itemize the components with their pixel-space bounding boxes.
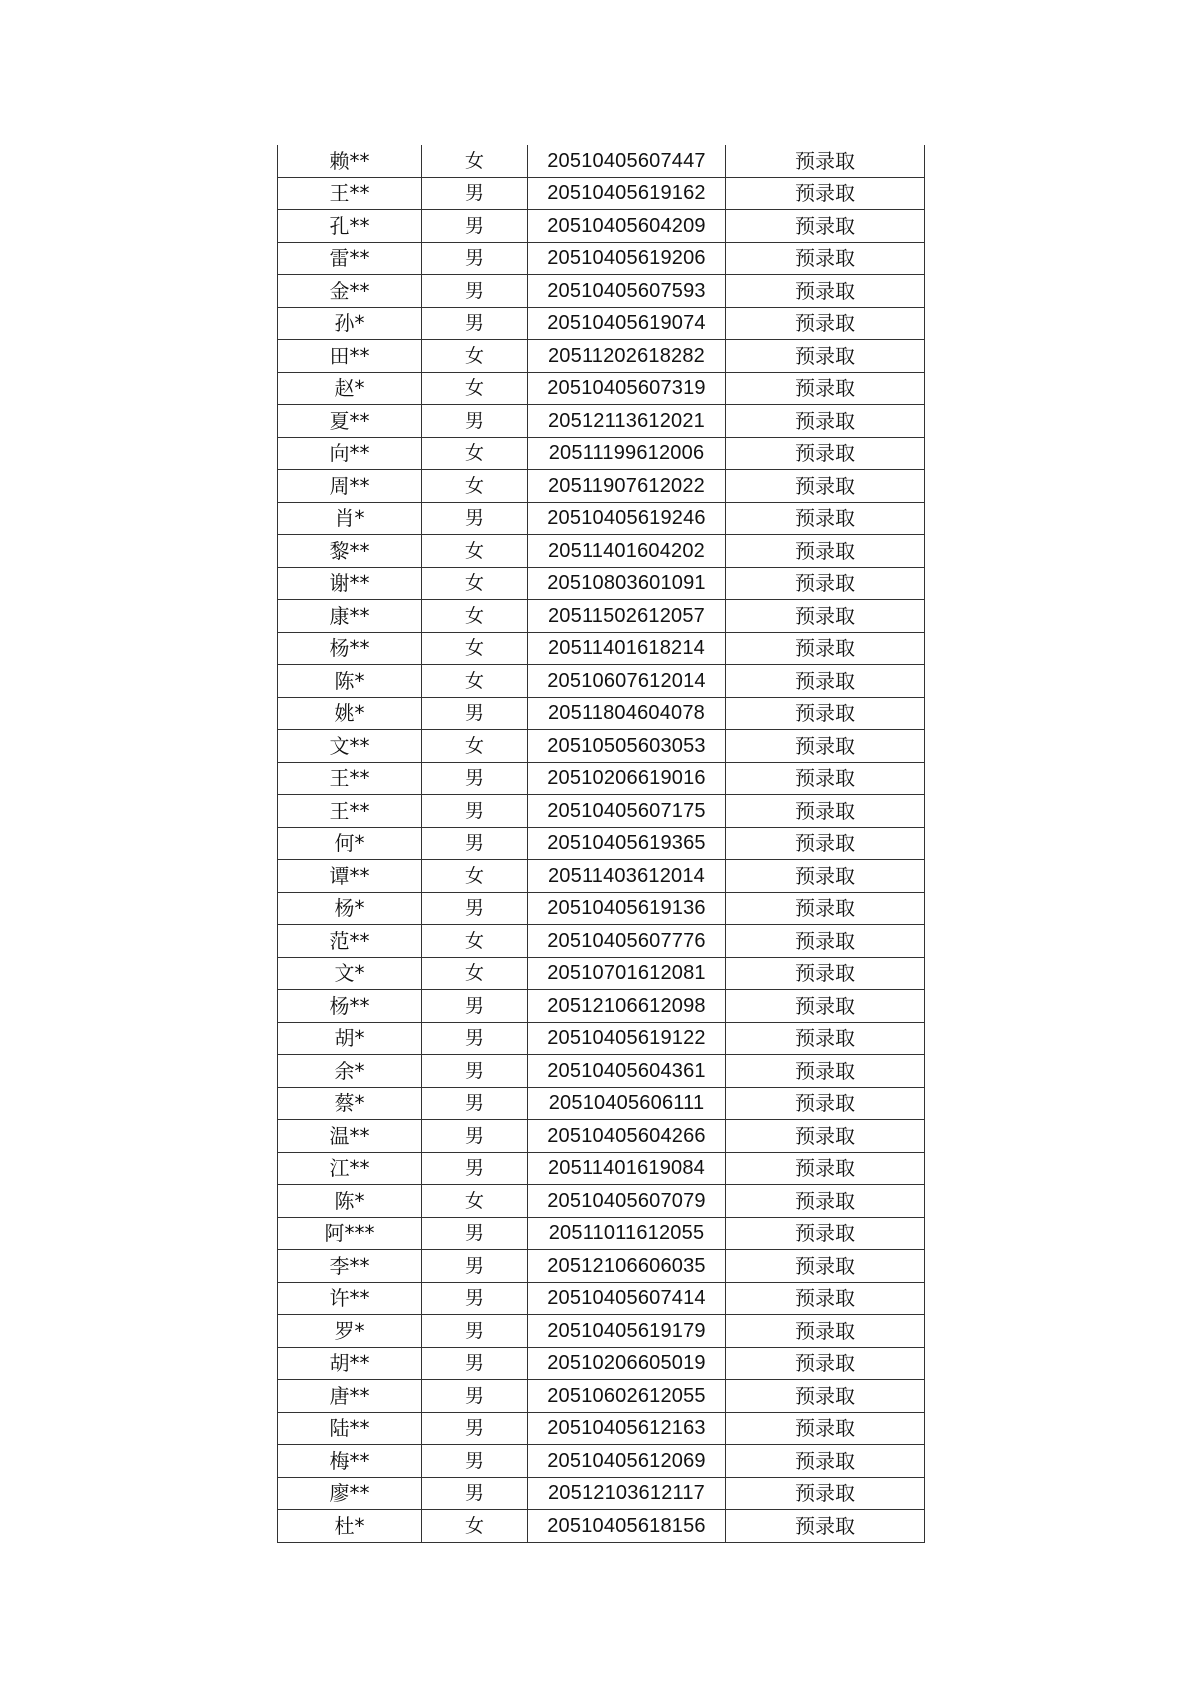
- student-name-cell: 王**: [278, 177, 422, 210]
- admission-list-table: [277, 145, 925, 1543]
- gender-cell: 男: [422, 177, 528, 210]
- admission-status-cell: 预录取: [726, 665, 925, 698]
- student-name-cell: 胡*: [278, 1022, 422, 1055]
- exam-number-cell: 20510405612163: [528, 1412, 726, 1445]
- admission-status-cell: 预录取: [726, 1087, 925, 1120]
- exam-number-cell: 20510405607414: [528, 1282, 726, 1315]
- admission-status-cell: 预录取: [726, 1510, 925, 1543]
- admission-status-cell: 预录取: [726, 892, 925, 925]
- admission-status-cell: 预录取: [726, 1347, 925, 1380]
- admission-status-cell: 预录取: [726, 307, 925, 340]
- gender-cell: 男: [422, 210, 528, 243]
- student-name-cell: 文*: [278, 957, 422, 990]
- table-row: [278, 632, 925, 665]
- student-name-cell: 范**: [278, 925, 422, 958]
- admission-status-cell: 预录取: [726, 210, 925, 243]
- gender-cell: 女: [422, 1185, 528, 1218]
- admission-status-cell: 预录取: [726, 1250, 925, 1283]
- table-row: [278, 372, 925, 405]
- exam-number-cell: 20510405606111: [528, 1087, 726, 1120]
- admission-status-cell: 预录取: [726, 1022, 925, 1055]
- student-name-cell: 夏**: [278, 405, 422, 438]
- admission-status-cell: 预录取: [726, 1445, 925, 1478]
- admission-status-cell: 预录取: [726, 957, 925, 990]
- student-name-cell: 赖**: [278, 145, 422, 177]
- admission-status-cell: 预录取: [726, 1185, 925, 1218]
- admission-status-cell: 预录取: [726, 1477, 925, 1510]
- gender-cell: 男: [422, 1087, 528, 1120]
- student-name-cell: 温**: [278, 1120, 422, 1153]
- student-name-cell: 余*: [278, 1055, 422, 1088]
- gender-cell: 女: [422, 340, 528, 373]
- table-row: [278, 210, 925, 243]
- admission-status-cell: 预录取: [726, 990, 925, 1023]
- gender-cell: 男: [422, 275, 528, 308]
- table-row: [278, 1185, 925, 1218]
- student-name-cell: 陆**: [278, 1412, 422, 1445]
- admission-status-cell: 预录取: [726, 340, 925, 373]
- gender-cell: 女: [422, 860, 528, 893]
- exam-number-cell: 20512113612021: [528, 405, 726, 438]
- exam-number-cell: 20510405607447: [528, 145, 726, 177]
- exam-number-cell: 20510206619016: [528, 762, 726, 795]
- exam-number-cell: 20510405607776: [528, 925, 726, 958]
- exam-number-cell: 20510405619179: [528, 1315, 726, 1348]
- exam-number-cell: 20510505603053: [528, 730, 726, 763]
- table-row: [278, 1055, 925, 1088]
- admission-status-cell: 预录取: [726, 502, 925, 535]
- student-name-cell: 田**: [278, 340, 422, 373]
- exam-number-cell: 20510405607319: [528, 372, 726, 405]
- table-row: [278, 600, 925, 633]
- table-row: [278, 1217, 925, 1250]
- admission-status-cell: 预录取: [726, 437, 925, 470]
- table-row: [278, 470, 925, 503]
- admission-status-cell: 预录取: [726, 1380, 925, 1413]
- gender-cell: 女: [422, 1510, 528, 1543]
- admission-status-cell: 预录取: [726, 730, 925, 763]
- student-name-cell: 谭**: [278, 860, 422, 893]
- student-name-cell: 姚*: [278, 697, 422, 730]
- table-row: [278, 340, 925, 373]
- table-row: [278, 437, 925, 470]
- admission-list-body: [278, 145, 925, 1542]
- gender-cell: 男: [422, 1380, 528, 1413]
- exam-number-cell: 20510803601091: [528, 567, 726, 600]
- student-name-cell: 赵*: [278, 372, 422, 405]
- student-name-cell: 金**: [278, 275, 422, 308]
- student-name-cell: 蔡*: [278, 1087, 422, 1120]
- student-name-cell: 文**: [278, 730, 422, 763]
- student-name-cell: 杨**: [278, 990, 422, 1023]
- table-row: [278, 1250, 925, 1283]
- table-row: [278, 762, 925, 795]
- exam-number-cell: 20510405612069: [528, 1445, 726, 1478]
- exam-number-cell: 20511011612055: [528, 1217, 726, 1250]
- admission-status-cell: 预录取: [726, 827, 925, 860]
- admission-status-cell: 预录取: [726, 1120, 925, 1153]
- table-row: [278, 730, 925, 763]
- exam-number-cell: 20510701612081: [528, 957, 726, 990]
- gender-cell: 男: [422, 990, 528, 1023]
- gender-cell: 男: [422, 1152, 528, 1185]
- exam-number-cell: 20511401619084: [528, 1152, 726, 1185]
- admission-status-cell: 预录取: [726, 177, 925, 210]
- table-row: [278, 860, 925, 893]
- table-row: [278, 1380, 925, 1413]
- gender-cell: 男: [422, 307, 528, 340]
- admission-status-cell: 预录取: [726, 632, 925, 665]
- student-name-cell: 康**: [278, 600, 422, 633]
- gender-cell: 女: [422, 925, 528, 958]
- exam-number-cell: 20511199612006: [528, 437, 726, 470]
- table-row: [278, 697, 925, 730]
- exam-number-cell: 20510405619136: [528, 892, 726, 925]
- exam-number-cell: 20511401618214: [528, 632, 726, 665]
- gender-cell: 女: [422, 470, 528, 503]
- exam-number-cell: 20511907612022: [528, 470, 726, 503]
- admission-status-cell: 预录取: [726, 697, 925, 730]
- table-row: [278, 145, 925, 177]
- table-row: [278, 307, 925, 340]
- exam-number-cell: 20510405607593: [528, 275, 726, 308]
- gender-cell: 男: [422, 1412, 528, 1445]
- table-row: [278, 405, 925, 438]
- student-name-cell: 黎**: [278, 535, 422, 568]
- exam-number-cell: 20510405619246: [528, 502, 726, 535]
- table-row: [278, 1445, 925, 1478]
- gender-cell: 男: [422, 502, 528, 535]
- table-row: [278, 535, 925, 568]
- gender-cell: 男: [422, 1445, 528, 1478]
- table-row: [278, 1152, 925, 1185]
- exam-number-cell: 20512106606035: [528, 1250, 726, 1283]
- gender-cell: 女: [422, 957, 528, 990]
- student-name-cell: 肖*: [278, 502, 422, 535]
- student-name-cell: 谢**: [278, 567, 422, 600]
- exam-number-cell: 20510206605019: [528, 1347, 726, 1380]
- table-row: [278, 1412, 925, 1445]
- gender-cell: 男: [422, 1282, 528, 1315]
- exam-number-cell: 20510607612014: [528, 665, 726, 698]
- table-row: [278, 1315, 925, 1348]
- student-name-cell: 雷**: [278, 242, 422, 275]
- gender-cell: 男: [422, 697, 528, 730]
- admission-status-cell: 预录取: [726, 1152, 925, 1185]
- student-name-cell: 唐**: [278, 1380, 422, 1413]
- student-name-cell: 何*: [278, 827, 422, 860]
- table-row: [278, 795, 925, 828]
- student-name-cell: 梅**: [278, 1445, 422, 1478]
- table-row: [278, 1477, 925, 1510]
- student-name-cell: 廖**: [278, 1477, 422, 1510]
- student-name-cell: 江**: [278, 1152, 422, 1185]
- gender-cell: 男: [422, 762, 528, 795]
- table-row: [278, 1510, 925, 1543]
- gender-cell: 男: [422, 1347, 528, 1380]
- exam-number-cell: 20512106612098: [528, 990, 726, 1023]
- table-row: [278, 925, 925, 958]
- gender-cell: 男: [422, 892, 528, 925]
- admission-status-cell: 预录取: [726, 275, 925, 308]
- exam-number-cell: 20511401604202: [528, 535, 726, 568]
- exam-number-cell: 20511403612014: [528, 860, 726, 893]
- admission-status-cell: 预录取: [726, 405, 925, 438]
- admission-status-cell: 预录取: [726, 535, 925, 568]
- table-row: [278, 1022, 925, 1055]
- gender-cell: 男: [422, 242, 528, 275]
- exam-number-cell: 20510602612055: [528, 1380, 726, 1413]
- table-row: [278, 1282, 925, 1315]
- admission-status-cell: 预录取: [726, 1315, 925, 1348]
- student-name-cell: 胡**: [278, 1347, 422, 1380]
- gender-cell: 男: [422, 827, 528, 860]
- table-row: [278, 177, 925, 210]
- table-row: [278, 827, 925, 860]
- admission-status-cell: 预录取: [726, 1217, 925, 1250]
- exam-number-cell: 20510405604209: [528, 210, 726, 243]
- admission-status-cell: 预录取: [726, 567, 925, 600]
- student-name-cell: 孔**: [278, 210, 422, 243]
- student-name-cell: 陈*: [278, 665, 422, 698]
- gender-cell: 男: [422, 1217, 528, 1250]
- admission-status-cell: 预录取: [726, 1055, 925, 1088]
- exam-number-cell: 20511804604078: [528, 697, 726, 730]
- student-name-cell: 王**: [278, 762, 422, 795]
- gender-cell: 女: [422, 437, 528, 470]
- admission-status-cell: 预录取: [726, 1282, 925, 1315]
- student-name-cell: 杜*: [278, 1510, 422, 1543]
- gender-cell: 女: [422, 535, 528, 568]
- exam-number-cell: 20510405607079: [528, 1185, 726, 1218]
- student-name-cell: 许**: [278, 1282, 422, 1315]
- gender-cell: 男: [422, 1250, 528, 1283]
- gender-cell: 女: [422, 372, 528, 405]
- gender-cell: 男: [422, 1120, 528, 1153]
- gender-cell: 男: [422, 1055, 528, 1088]
- gender-cell: 女: [422, 567, 528, 600]
- admission-status-cell: 预录取: [726, 372, 925, 405]
- table-row: [278, 502, 925, 535]
- student-name-cell: 孙*: [278, 307, 422, 340]
- student-name-cell: 阿***: [278, 1217, 422, 1250]
- gender-cell: 女: [422, 632, 528, 665]
- exam-number-cell: 20511502612057: [528, 600, 726, 633]
- table-row: [278, 1087, 925, 1120]
- admission-status-cell: 预录取: [726, 925, 925, 958]
- exam-number-cell: 20510405618156: [528, 1510, 726, 1543]
- student-name-cell: 陈*: [278, 1185, 422, 1218]
- student-name-cell: 周**: [278, 470, 422, 503]
- admission-status-cell: 预录取: [726, 600, 925, 633]
- gender-cell: 女: [422, 730, 528, 763]
- table-row: [278, 275, 925, 308]
- exam-number-cell: 20510405607175: [528, 795, 726, 828]
- exam-number-cell: 20510405619122: [528, 1022, 726, 1055]
- exam-number-cell: 20510405604266: [528, 1120, 726, 1153]
- student-name-cell: 向**: [278, 437, 422, 470]
- exam-number-cell: 20510405619162: [528, 177, 726, 210]
- gender-cell: 女: [422, 600, 528, 633]
- gender-cell: 女: [422, 665, 528, 698]
- student-name-cell: 罗*: [278, 1315, 422, 1348]
- table-row: [278, 892, 925, 925]
- exam-number-cell: 20510405619206: [528, 242, 726, 275]
- admission-status-cell: 预录取: [726, 145, 925, 177]
- table-row: [278, 242, 925, 275]
- admission-status-cell: 预录取: [726, 795, 925, 828]
- gender-cell: 男: [422, 405, 528, 438]
- table-row: [278, 990, 925, 1023]
- admission-status-cell: 预录取: [726, 1412, 925, 1445]
- gender-cell: 女: [422, 145, 528, 177]
- student-name-cell: 杨*: [278, 892, 422, 925]
- admission-status-cell: 预录取: [726, 762, 925, 795]
- gender-cell: 男: [422, 1315, 528, 1348]
- exam-number-cell: 20510405619074: [528, 307, 726, 340]
- student-name-cell: 李**: [278, 1250, 422, 1283]
- table-row: [278, 957, 925, 990]
- exam-number-cell: 20510405619365: [528, 827, 726, 860]
- admission-status-cell: 预录取: [726, 242, 925, 275]
- exam-number-cell: 20510405604361: [528, 1055, 726, 1088]
- gender-cell: 男: [422, 1022, 528, 1055]
- gender-cell: 男: [422, 1477, 528, 1510]
- admission-status-cell: 预录取: [726, 860, 925, 893]
- exam-number-cell: 20511202618282: [528, 340, 726, 373]
- student-name-cell: 杨**: [278, 632, 422, 665]
- student-name-cell: 王**: [278, 795, 422, 828]
- gender-cell: 男: [422, 795, 528, 828]
- exam-number-cell: 20512103612117: [528, 1477, 726, 1510]
- admission-status-cell: 预录取: [726, 470, 925, 503]
- table-row: [278, 665, 925, 698]
- table-row: [278, 1120, 925, 1153]
- table-row: [278, 567, 925, 600]
- table-row: [278, 1347, 925, 1380]
